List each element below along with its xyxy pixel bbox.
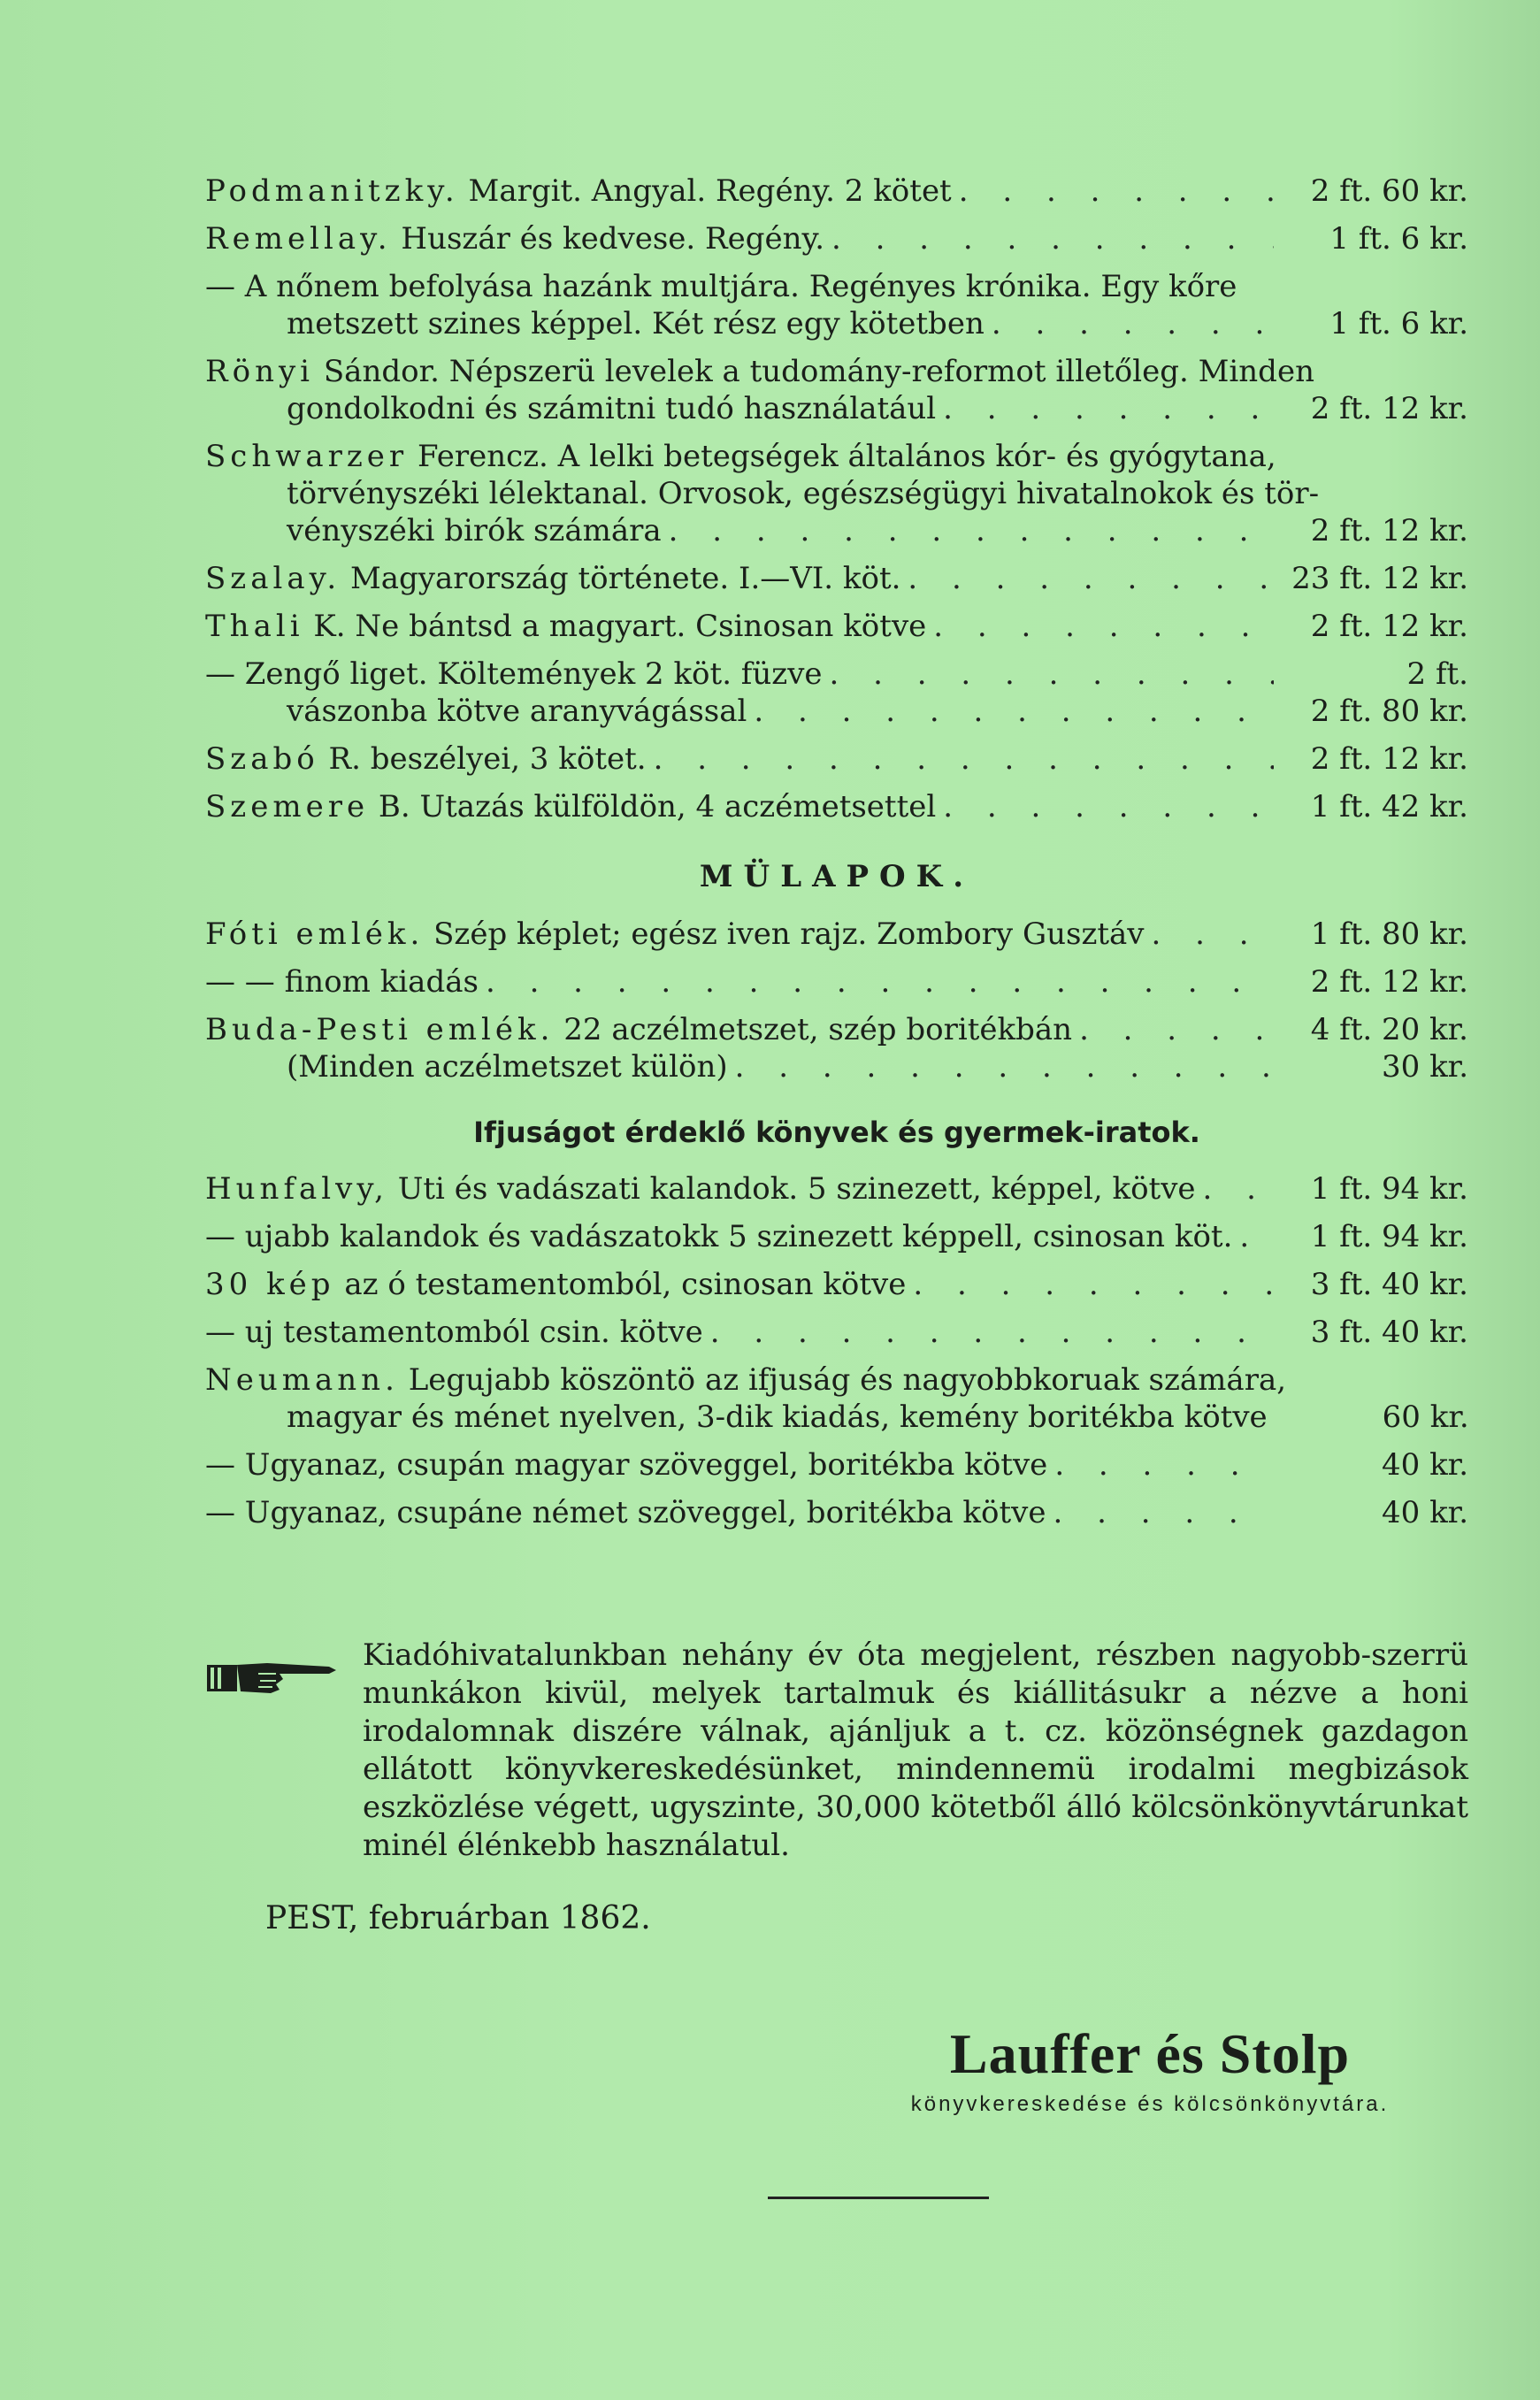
entry-author: Hunfalvy,: [205, 1171, 388, 1207]
leader-dots: [479, 963, 1274, 1001]
leader-dots: [703, 1314, 1274, 1351]
list-item: [205, 788, 1468, 825]
entry-line: [205, 740, 1468, 778]
youth-list: [205, 1170, 1468, 1531]
leader-dots: [985, 305, 1274, 342]
entry-text: [205, 1170, 1196, 1208]
leader-dots: [952, 173, 1274, 210]
entry-text: [205, 268, 1237, 305]
list-item: [205, 220, 1468, 257]
leader-dots: [926, 608, 1274, 645]
entry-text: [287, 390, 936, 427]
leader-dots: [824, 220, 1274, 257]
entry-title: metszett szines képpel. Két rész egy kötetben: [287, 306, 985, 341]
entry-title: az ó testamentomból, csinosan kötve: [344, 1267, 907, 1302]
entry-price: 2 ft. 12 kr.: [1310, 609, 1468, 644]
leader-dots: [936, 390, 1274, 427]
leader-dots: [1232, 1218, 1274, 1255]
entry-title: — Ugyanaz, csupán magyar szöveggel, boritékba kötve: [205, 1447, 1048, 1483]
entry-line: [205, 1048, 1468, 1085]
entry-price: 1 ft. 6 kr.: [1329, 221, 1468, 257]
entry-text: [287, 475, 1319, 512]
entry-line: [205, 512, 1468, 549]
list-item: [205, 608, 1468, 645]
entry-text: [205, 788, 936, 825]
entry-title: — Zengő liget. Költemények 2 köt. füzve: [205, 656, 823, 692]
notice: [205, 1637, 1468, 1865]
entry-title: — uj testamentomból csin. kötve: [205, 1315, 703, 1350]
entry-text: [205, 608, 926, 645]
entry-price: 1 ft. 80 kr.: [1310, 916, 1468, 952]
leader-dots: [823, 656, 1274, 693]
entry-text: [205, 1266, 906, 1303]
entry-price: 1 ft. 6 kr.: [1329, 306, 1468, 341]
entry-text: [205, 438, 1276, 475]
leader-dots: [1072, 1011, 1274, 1048]
entry-line: [205, 173, 1468, 210]
list-item: [205, 1266, 1468, 1303]
list-item: [205, 916, 1468, 953]
list-item: [205, 1218, 1468, 1255]
entry-text: [205, 1218, 1232, 1255]
publisher: [831, 2021, 1468, 2117]
entry-price: 1 ft. 94 kr.: [1310, 1171, 1468, 1207]
leader-dots: [900, 560, 1274, 597]
entry-text: [205, 353, 1314, 390]
entry-text: [205, 1011, 1072, 1048]
entry-line: [205, 353, 1468, 390]
entry-line: [205, 220, 1468, 257]
leader-dots: [747, 693, 1274, 730]
entry-title: — — finom kiadás: [205, 964, 479, 1000]
entry-title: Legujabb köszöntö az ifjuság és nagyobbkoruak számára,: [408, 1362, 1287, 1398]
entry-text: [287, 693, 747, 730]
entry-line: [205, 693, 1468, 730]
entry-title: törvényszéki lélektanal. Orvosok, egészségügyi hivatalnokok és tör-: [287, 476, 1320, 511]
entry-text: [205, 963, 479, 1001]
leader-dots: [1145, 916, 1274, 953]
leader-dots: [1196, 1170, 1274, 1208]
entry-author: Schwarzer: [205, 439, 409, 474]
entry-text: [205, 1314, 703, 1351]
entry-line: [205, 1446, 1468, 1484]
entry-text: [205, 916, 1145, 953]
list-item: [205, 353, 1468, 427]
entry-author: Podmanitzky.: [205, 173, 459, 209]
entry-title: vászonba kötve aranyvágással: [287, 694, 747, 729]
entry-title: — Ugyanaz, csupáne német szöveggel, boritékba kötve: [205, 1495, 1046, 1530]
entry-price: 2 ft. 12 kr.: [1310, 513, 1468, 548]
list-item: [205, 1314, 1468, 1351]
entry-line: [205, 916, 1468, 953]
entry-author: Remellay.: [205, 221, 392, 257]
entry-author: Fóti emlék.: [205, 916, 425, 952]
entry-title: Szép képlet; egész iven rajz. Zombory Gusztáv: [433, 916, 1145, 952]
entry-title: Magyarország története. I.—VI. köt.: [349, 561, 901, 596]
entry-price: 2 ft. 12 kr.: [1310, 964, 1468, 1000]
leader-dots: [1268, 1399, 1275, 1436]
section-title-art: MÜLAPOK.: [699, 859, 975, 894]
list-item: [205, 1170, 1468, 1208]
entry-price: 40 kr.: [1382, 1495, 1468, 1530]
entry-text: [287, 1048, 728, 1085]
leader-dots: [936, 788, 1274, 825]
entry-text: [287, 305, 985, 342]
leader-dots: [906, 1266, 1274, 1303]
leader-dots: [662, 512, 1274, 549]
divider-rule: [768, 2197, 989, 2199]
leader-dots: [1046, 1494, 1274, 1531]
entry-title: Sándor. Népszerü levelek a tudomány-reformot illetőleg. Minden: [323, 354, 1314, 389]
entry-title: Margit. Angyal. Regény. 2 kötet: [468, 173, 952, 209]
book-list: [205, 173, 1468, 825]
entry-text: [205, 1446, 1047, 1484]
entry-line: [205, 788, 1468, 825]
list-item: [205, 963, 1468, 1001]
entry-price: 4 ft. 20 kr.: [1310, 1012, 1468, 1047]
entry-title: Ferencz. A lelki betegségek általános kór- és gyógytana,: [417, 439, 1276, 474]
entry-title: 22 aczélmetszet, szép boritékbán: [563, 1012, 1073, 1047]
section-title-youth: Ifjuságot érdeklő könyvek és gyermek-iratok.: [473, 1116, 1200, 1149]
entry-text: [205, 173, 952, 210]
entry-text: [205, 740, 647, 778]
art-list: [205, 916, 1468, 1085]
entry-price: 2 ft. 80 kr.: [1310, 694, 1468, 729]
entry-line: [205, 1011, 1468, 1048]
notice-text: Kiadóhivatalunkban nehány év óta megjelent, részben nagyobb-szerrü munkákon kivül, melyek tartalmuk és kiállitásukr a nézve a honi irodalomnak diszére válnak, ajánljuk a t. cz. közönségnek gazdagon ellátott könyvkereskedésünket, mindennemü irodalmi megbizások eszközlése végett, ugyszinte, 30,000 kötetből álló kölcsönkönyvtárunkat minél élénkebb használatul.: [363, 1637, 1468, 1863]
entry-title: (Minden aczélmetszet külön): [287, 1049, 728, 1085]
entry-title: Huszár és kedvese. Regény.: [401, 221, 825, 257]
entry-line: [205, 268, 1468, 305]
pointing-hand-icon: [205, 1654, 338, 1698]
entry-title: B. Utazás külföldön, 4 aczémetsettel: [378, 789, 937, 824]
entry-line: [205, 1399, 1468, 1436]
entry-title: — A nőnem befolyása hazánk multjára. Regényes krónika. Egy kőre: [205, 269, 1237, 304]
list-item: [205, 438, 1468, 549]
entry-line: [205, 1361, 1468, 1399]
leader-dots: [1047, 1446, 1274, 1484]
entry-title: magyar és ménet nyelven, 3-dik kiadás, kemény boritékba kötve: [287, 1399, 1268, 1435]
entry-line: [205, 963, 1468, 1001]
entry-author: Thali: [205, 609, 304, 644]
entry-price: 2 ft. 12 kr.: [1310, 391, 1468, 426]
entry-title: K. Ne bántsd a magyart. Csinosan kötve: [313, 609, 927, 644]
entry-text: [287, 1399, 1268, 1436]
entry-text: [205, 1494, 1046, 1531]
entry-author: Neumann.: [205, 1362, 399, 1398]
entry-line: [205, 1314, 1468, 1351]
entry-line: [205, 1218, 1468, 1255]
entry-author: 30 kép: [205, 1267, 335, 1302]
entry-line: [205, 1494, 1468, 1531]
entry-line: [205, 390, 1468, 427]
entry-price: 2 ft. 12 kr.: [1310, 741, 1468, 777]
entry-title: gondolkodni és számitni tudó használatául: [287, 391, 937, 426]
entry-text: [205, 656, 823, 693]
publisher-name: Lauffer és Stolp: [949, 2022, 1351, 2085]
list-item: [205, 173, 1468, 210]
catalog-column: [205, 173, 1468, 1542]
entry-price: 3 ft. 40 kr.: [1310, 1267, 1468, 1302]
entry-text: [287, 512, 662, 549]
notice-body: [205, 1637, 1468, 1865]
entry-title: vényszéki birók számára: [287, 513, 662, 548]
entry-text: [205, 560, 900, 597]
entry-author: Szalay.: [205, 561, 341, 596]
entry-price: 1 ft. 42 kr.: [1310, 789, 1468, 824]
entry-author: Buda-Pesti emlék.: [205, 1012, 555, 1047]
entry-price: 2 ft.: [1406, 656, 1468, 692]
list-item: [205, 268, 1468, 342]
entry-price: 30 kr.: [1382, 1049, 1468, 1085]
entry-line: [205, 438, 1468, 475]
entry-price: 1 ft. 94 kr.: [1310, 1219, 1468, 1254]
entry-price: 23 ft. 12 kr.: [1291, 561, 1468, 596]
entry-line: [205, 1170, 1468, 1208]
entry-price: 3 ft. 40 kr.: [1310, 1315, 1468, 1350]
list-item: [205, 560, 1468, 597]
dateline: PEST, februárban 1862.: [265, 1900, 651, 1936]
entry-line: [205, 656, 1468, 693]
list-item: [205, 1361, 1468, 1436]
entry-line: [205, 305, 1468, 342]
entry-title: R. beszélyei, 3 kötet.: [328, 741, 647, 777]
entry-title: Uti és vadászati kalandok. 5 szinezett, képpel, kötve: [397, 1171, 1196, 1207]
entry-author: Szemere: [205, 789, 370, 824]
list-item: [205, 1446, 1468, 1484]
leader-dots: [728, 1048, 1274, 1085]
entry-price: 2 ft. 60 kr.: [1310, 173, 1468, 209]
entry-title: — ujabb kalandok és vadászatokk 5 szinezett képpell, csinosan köt.: [205, 1219, 1233, 1254]
entry-author: Rönyi: [205, 354, 315, 389]
publisher-subtitle: könyvkereskedése és kölcsönkönyvtára.: [910, 2092, 1390, 2116]
leader-dots: [647, 740, 1274, 778]
entry-line: [205, 1266, 1468, 1303]
list-item: [205, 1494, 1468, 1531]
entry-text: [205, 1361, 1286, 1399]
entry-author: Szabó: [205, 741, 319, 777]
entry-price: 40 kr.: [1382, 1447, 1468, 1483]
entry-text: [205, 220, 824, 257]
list-item: [205, 1011, 1468, 1085]
entry-line: [205, 560, 1468, 597]
entry-line: [205, 608, 1468, 645]
entry-line: [205, 475, 1468, 512]
list-item: [205, 656, 1468, 730]
entry-price: 60 kr.: [1382, 1399, 1469, 1435]
list-item: [205, 740, 1468, 778]
